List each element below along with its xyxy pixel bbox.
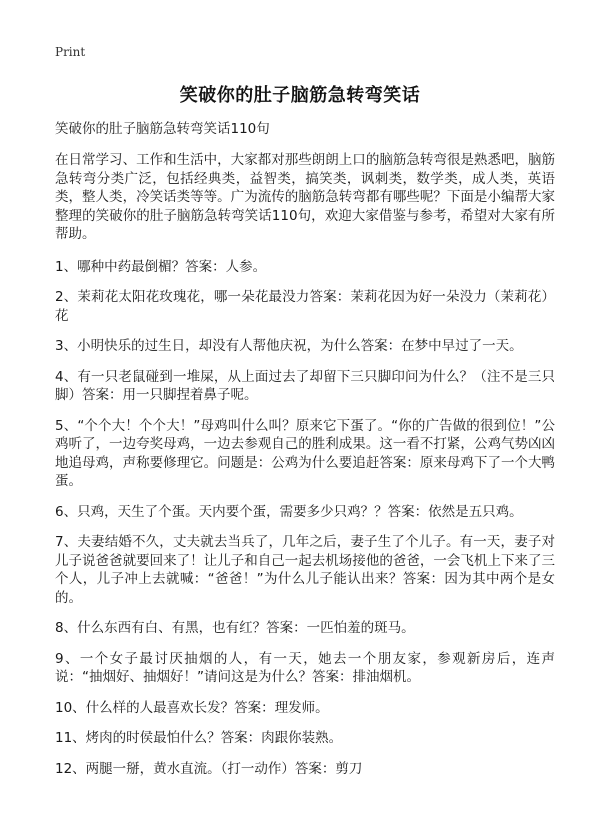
intro-paragraph: 在日常学习、工作和生活中，大家都对那些朗朗上口的脑筋急转弯很是熟悉吧，脑筋急转弯分类广泛，包括经典类，益智类，搞笑类，讽刺类，数学类，成人类，英语类，整人类，冷笑话类等等。广为流传的脑筋急转弯都有哪些呢？下面是小编帮大家整理的笑破你的肚子脑筋急转弯笑话110句，欢迎大家借鉴与参考，希望对大家有所帮助。 — [55, 152, 555, 242]
riddle-item-2: 2、茉莉花太阳花玫瑰花，哪一朵花最没力答案：茉莉花因为好一朵没力（茉莉花）花 — [55, 289, 555, 324]
riddle-item-12: 12、两腿一掰，黄水直流。（打一动作）答案：剪刀 — [55, 760, 363, 777]
document-subtitle: 笑破你的肚子脑筋急转弯笑话110句 — [55, 121, 270, 137]
riddle-item-7: 7、夫妻结婚不久，丈夫就去当兵了，几年之后，妻子生了个儿子。有一天，妻子对儿子说爸爸就要回来了！让儿子和自己一起去机场接他的爸爸，一会飞机上下来了三个人，儿子冲上去就喊：“爸爸！”为什么儿子能认出来？答案：因为其中两个是女的。 — [55, 534, 555, 606]
riddle-item-8: 8、什么东西有白、有黑，也有红？答案：一匹怕羞的斑马。 — [55, 620, 415, 636]
document-body — [55, 118, 555, 790]
riddle-item-10: 10、什么样的人最喜欢长发？答案：理发师。 — [55, 699, 329, 716]
riddle-item-6: 6、只鸡，天生了个蛋。天内要个蛋，需要多少只鸡？？答案：依然是五只鸡。 — [55, 503, 523, 520]
riddle-item-1: 1、哪种中药最倒楣？答案：人参。 — [55, 258, 267, 275]
document-title: 笑破你的肚子脑筋急转弯笑话 — [179, 85, 421, 106]
riddle-item-9: 9、一个女子最讨厌抽烟的人，有一天，她去一个朋友家，参观新房后，连声说：“抽烟好、抽烟好！”请问这是为什么？答案：排油烟机。 — [55, 650, 555, 685]
riddle-item-3: 3、小明快乐的过生日，却没有人帮他庆祝，为什么答案：在梦中早过了一天。 — [55, 338, 523, 354]
riddle-item-5: 5、“个个大！个个大！”母鸡叫什么叫？原来它下蛋了。“你的广告做的很到位！”公鸡听了，一边夸奖母鸡，一边去参观自己的胜利成果。这一看不打紧，公鸡气势凶凶地追母鸡，声称要修理它。问题是：公鸡为什么要追赶答案：原来母鸡下了一个大鸭蛋。 — [55, 417, 555, 489]
print-label: Print — [55, 45, 86, 59]
riddle-item-4: 4、有一只老鼠碰到一堆屎，从上面过去了却留下三只脚印问为什么？（注不是三只脚）答案：用一只脚捏着鼻子呢。 — [55, 368, 555, 403]
riddle-item-11: 11、烤肉的时侯最怕什么？答案：肉跟你装熟。 — [55, 730, 343, 746]
